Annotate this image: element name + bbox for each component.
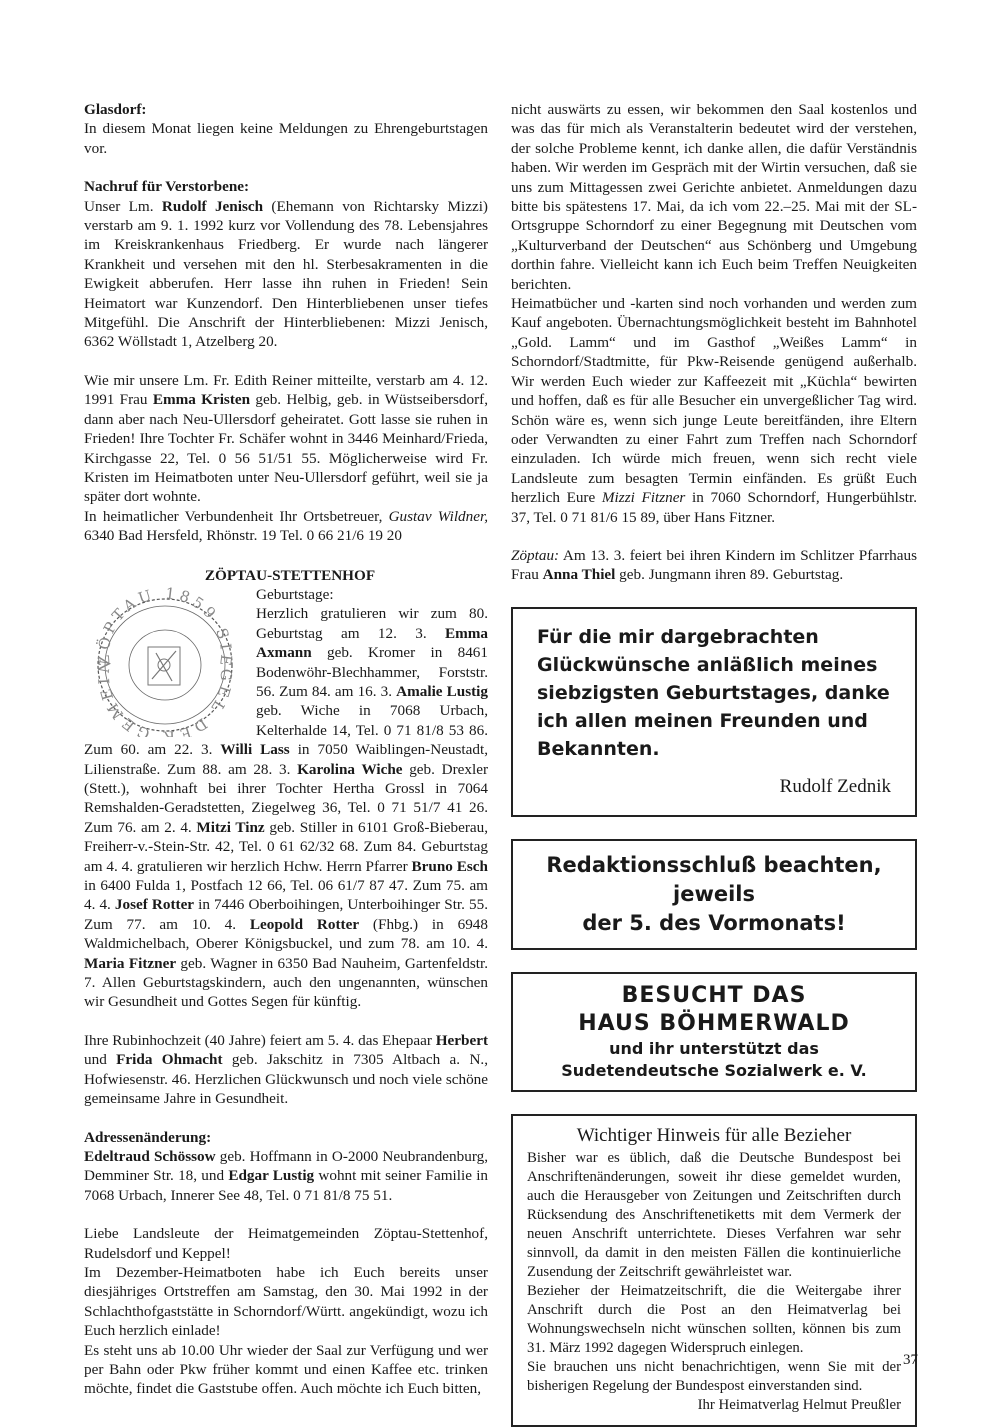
seal-icon [80,587,250,737]
redaktion-line-1: Redaktionsschluß beachten, [546,852,882,877]
glasdorf-heading: Glasdorf: [84,101,147,118]
right-paragraph-2: Heimatbücher und -karten sind noch vorhanden und werden zum Kauf angeboten. Übernachtungsmöglichkeit besteht im Bahnhotel „Gold. Lamm“ und im Gasthof „Weißes Lamm“ in Schorndorf/Stadtmitte, für Pkw-Reisende genügend außerhalb. Wir werden Euch wieder zur Kaffeezeit mit „Küchla“ bewirten und hoffen, daß es für alle Besucher ein unvergeßlicher Tag wird. Schön wäre es, wenn sich junge Leute bereitfänden, ihre Eltern oder Verwandten zu einer Fahrt zum Treffen nach Schorndorf einzuladen. Ich würde mich freuen, wenn sich recht viele Landsleute zum besagten Termin einfänden. Es grüßt Euch herzlich Eure Mizzi Fitzner in 7060 Schorndorf, Hungerbühlstr. 37, Tel. 0 71 81/6 15 89, über Hans Fitzner. [511,295,918,526]
thanks-box [511,607,917,817]
seal-image [80,587,250,737]
thanks-signature: Rudolf Zednik [779,775,891,797]
rubin-paragraph: Ihre Rubinhochzeit (40 Jahre) feiert am 5. 4. das Ehepaar Herbert und Frida Ohmacht geb. Jakschitz in 7305 Altbach a. N., Hofwiesenstr. 46. Herzlichen Glückwunsch und noch viele schöne gemeinsame Jahre in Gesundheit. [84,1031,489,1108]
hinweis-paragraph-3: Sie brauchen uns nicht benachrichtigen, wenn Sie mit der bisherigen Regelung der Bundespost einverstanden sind. [527,1358,901,1394]
besucht-line-1: BESUCHT DAS [621,982,807,1008]
page-number: 37 [903,1352,918,1368]
landsleute-paragraph-2: Im Dezember-Heimatboten habe ich Euch bereits unser diesjähriges Ortstreffen am Samstag, den 30. Mai 1992 in der Schlachthofgaststätte in Schorndorf/Württ. angekündigt, wozu ich Euch herzlich einlade! [84,1263,488,1340]
right-paragraph-3: Zöptau: Am 13. 3. feiert bei ihren Kindern im Schlitzer Pfarrhaus Frau Anna Thiel geb. Jungmann ihren 89. Geburtstag. [511,546,917,584]
hinweis-paragraph-1: Bisher war es üblich, daß die Deutsche Bundespost bei Anschriftenänderungen, soweit ihr diese gemeldet wurden, auch die Herausgeber von Zeitungen und Zeitschriften durch Rücksendung des Anschriftenetiketts mit dem Vermerk der neuen Anschrift unterrichtete. Dieses Verfahren war sehr sinnvoll, da damit in den meisten Fällen die kontinuierliche Zusendung der Zeitschrift gewährleistet war. [527,1149,901,1280]
zoeptau-subheading: Geburtstage: [256,585,334,603]
right-column [511,100,917,1427]
nachruf-paragraph-2: Wie mir unsere Lm. Fr. Edith Reiner mitteilte, verstarb am 4. 12. 1991 Frau Emma Kristen geb. Helbig, geb. in Wüstseibersdorf, dann aber nach Neu-Ullersdorf geheiratet. Gott lasse sie ruhen in Frieden! Ihre Tochter Fr. Schäfer wohnt in 3446 Meinhard/Frieda, Kirchgasse 22, Tel. 0 56 51/51 55. Möglicherweise wird Fr. Kristen im Heimatboten unter Neu-Ullersdorf geführt, weil sie ja später dort wohnte. [84,371,489,506]
besucht-box [511,972,917,1092]
besucht-line-4: Sudetendeutsche Sozialwerk e. V. [561,1060,867,1080]
adressen-paragraph: Edeltraud Schössow geb. Hoffmann in O-2000 Neubrandenburg, Demminer Str. 18, und Edgar Lustig wohnt mit seiner Familie in 7068 Urbach, Innerer See 48, Tel. 0 71 81/8 75 51. [84,1147,489,1204]
svg-text:ZÖPTAU 1859 SIEGEL DER GEMEIN: ZÖPTAU 1859 SIEGEL DER GEMEIN [94,586,236,737]
zoeptau-birthdays: Herzlich gratulieren wir zum 80. Geburtstag am 12. 3. Emma Axmann geb. Kromer in 8461 Bodenwöhr-Blechhammer, Forststr. 56. Zum 84. am 16. 3. Amalie Lustig geb. Wiche in 7068 Urbach, Kelterhalde 14, Tel. 0 71 81/8 53 86. Zum 60. am 22. 3. Willi Lass in 7050 Waiblingen-Neustadt, Lilienstraße. Zum 88. am 28. 3. Karolina Wiche geb. Drexler (Stett.), wohnhaft bei ihrer Tochter Hertha Grossl in 7064 Remshalden-Geradstetten, Ziegelweg 36, Tel. 0 71 51/7 41 26. Zum 76. am 2. 4. Mitzi Tinz geb. Stiller in 6101 Groß-Bieberau, Freiherr-v.-Stein-Str. 42, Tel. 0 61 62/32 68. Zum 84. Geburtstag am 4. 4. gratulieren wir herzlich Hchw. Herrn Pfarrer Bruno Esch in 6400 Fulda 1, Postfach 12 66, Tel. 06 61/7 87 47. Zum 75. am 4. 4. Josef Rotter in 7446 Oberboihingen, Unterboihinger Str. 55. Zum 77. am 10. 4. Leopold Rotter (Fhbg.) in 6948 Waldmichelbach, Oberer Königsbuckel, und zum 78. am 10. 4. Maria Fitzner geb. Wagner in 6350 Bad Nauheim, Gartenfeldstr. 7. Allen Geburtstagskindern, auch den ungenannten, wünschen wir Gesundheit und Gottes Segen für künftig. [84,605,489,1011]
redaktion-box [511,839,917,950]
nachruf-heading: Nachruf für Verstorbene: [84,178,250,196]
redaktion-line-3: der 5. des Vormonats! [582,910,846,935]
left-column [84,100,488,1399]
hinweis-paragraph-2: Bezieher der Heimatzeitschrift, die die Weitergabe ihrer Anschrift durch die Post an den Heimatverlag bei Wohnungswechseln nicht wünschen sollten, können bis zum 31. März 1992 dagegen Widerspruch einlegen. [527,1282,901,1356]
right-paragraph-1: nicht auswärts zu essen, wir bekommen den Saal kostenlos und was das für mich als Veranstalterin bedeutet wird der verstehen, der solche Probleme kennt, ich danke allen, die dafür Verständnis haben. Wir werden im Gespräch mit der Wirtin versuchen, daß sie uns zum Mittagessen zwei Gerichte anbietet. Anmeldungen dazu bitte bis spätestens 17. Mai, da ich vom 22.–25. Mai mit der SL-Ortsgruppe Schorndorf zu einer Begegnung mit Deutschen vom „Kulturverband der Deutschen“ aus Schönberg und Umgebung dorthin fahre. Vielleicht kann ich Euch beim Treffen Neuigkeiten berichten. [511,101,917,293]
landsleute-paragraph-3: Es steht uns ab 10.00 Uhr wieder der Saal zur Verfügung und wer per Bahn oder Pkw früher kommt und einen Kaffee etc. trinken möchte, findet die Gaststube offen. Auch möchte ich Euch bitten, [84,1341,488,1398]
adressen-heading: Adressenänderung: [84,1128,212,1146]
hinweis-signature: Ihr Heimatverlag Helmut Preußler [697,1396,901,1413]
besucht-line-3: und ihr unterstützt das [609,1038,819,1058]
landsleute-greeting: Liebe Landsleute der Heimatgemeinden Zöptau-Stettenhof, Rudelsdorf und Keppel! [84,1225,488,1262]
thanks-text: Für die mir dargebrachten Glückwünsche anläßlich meines siebzigsten Geburtstages, danke ich allen meinen Freunden und Bekannten. [537,625,890,760]
nachruf-signature: In heimatlicher Verbundenheit Ihr Ortsbetreuer, Gustav Wildner, 6340 Bad Hersfeld, Rhönstr. 19 Tel. 0 66 21/6 19 20 [84,507,488,545]
besucht-line-2: HAUS BÖHMERWALD [578,1010,850,1036]
redaktion-line-2: jeweils [673,881,755,906]
glasdorf-text: In diesem Monat liegen keine Meldungen zu Ehrengeburtstagen vor. [84,120,488,157]
hinweis-box [511,1114,917,1427]
hinweis-title: Wichtiger Hinweis für alle Bezieher [576,1124,852,1146]
zoeptau-heading: ZÖPTAU-STETTENHOF [204,566,376,584]
nachruf-paragraph-1: Unser Lm. Rudolf Jenisch (Ehemann von Richtarsky Mizzi) verstarb am 9. 1. 1992 kurz vor Vollendung des 78. Lebensjahres im Kreiskrankenhaus Friedberg. Er wurde nach längerer Krankheit und versehen mit den hl. Sterbesakramenten in die Ewigkeit abberufen. Herr lasse ihn ruhen in Frieden! Sein Heimatort war Kunzendorf. Den Hinterbliebenen unser tiefes Mitgefühl. Die Anschrift der Hinterbliebenen: Mizzi Jenisch, 6362 Wöllstadt 1, Atzelberg 20. [84,197,488,351]
